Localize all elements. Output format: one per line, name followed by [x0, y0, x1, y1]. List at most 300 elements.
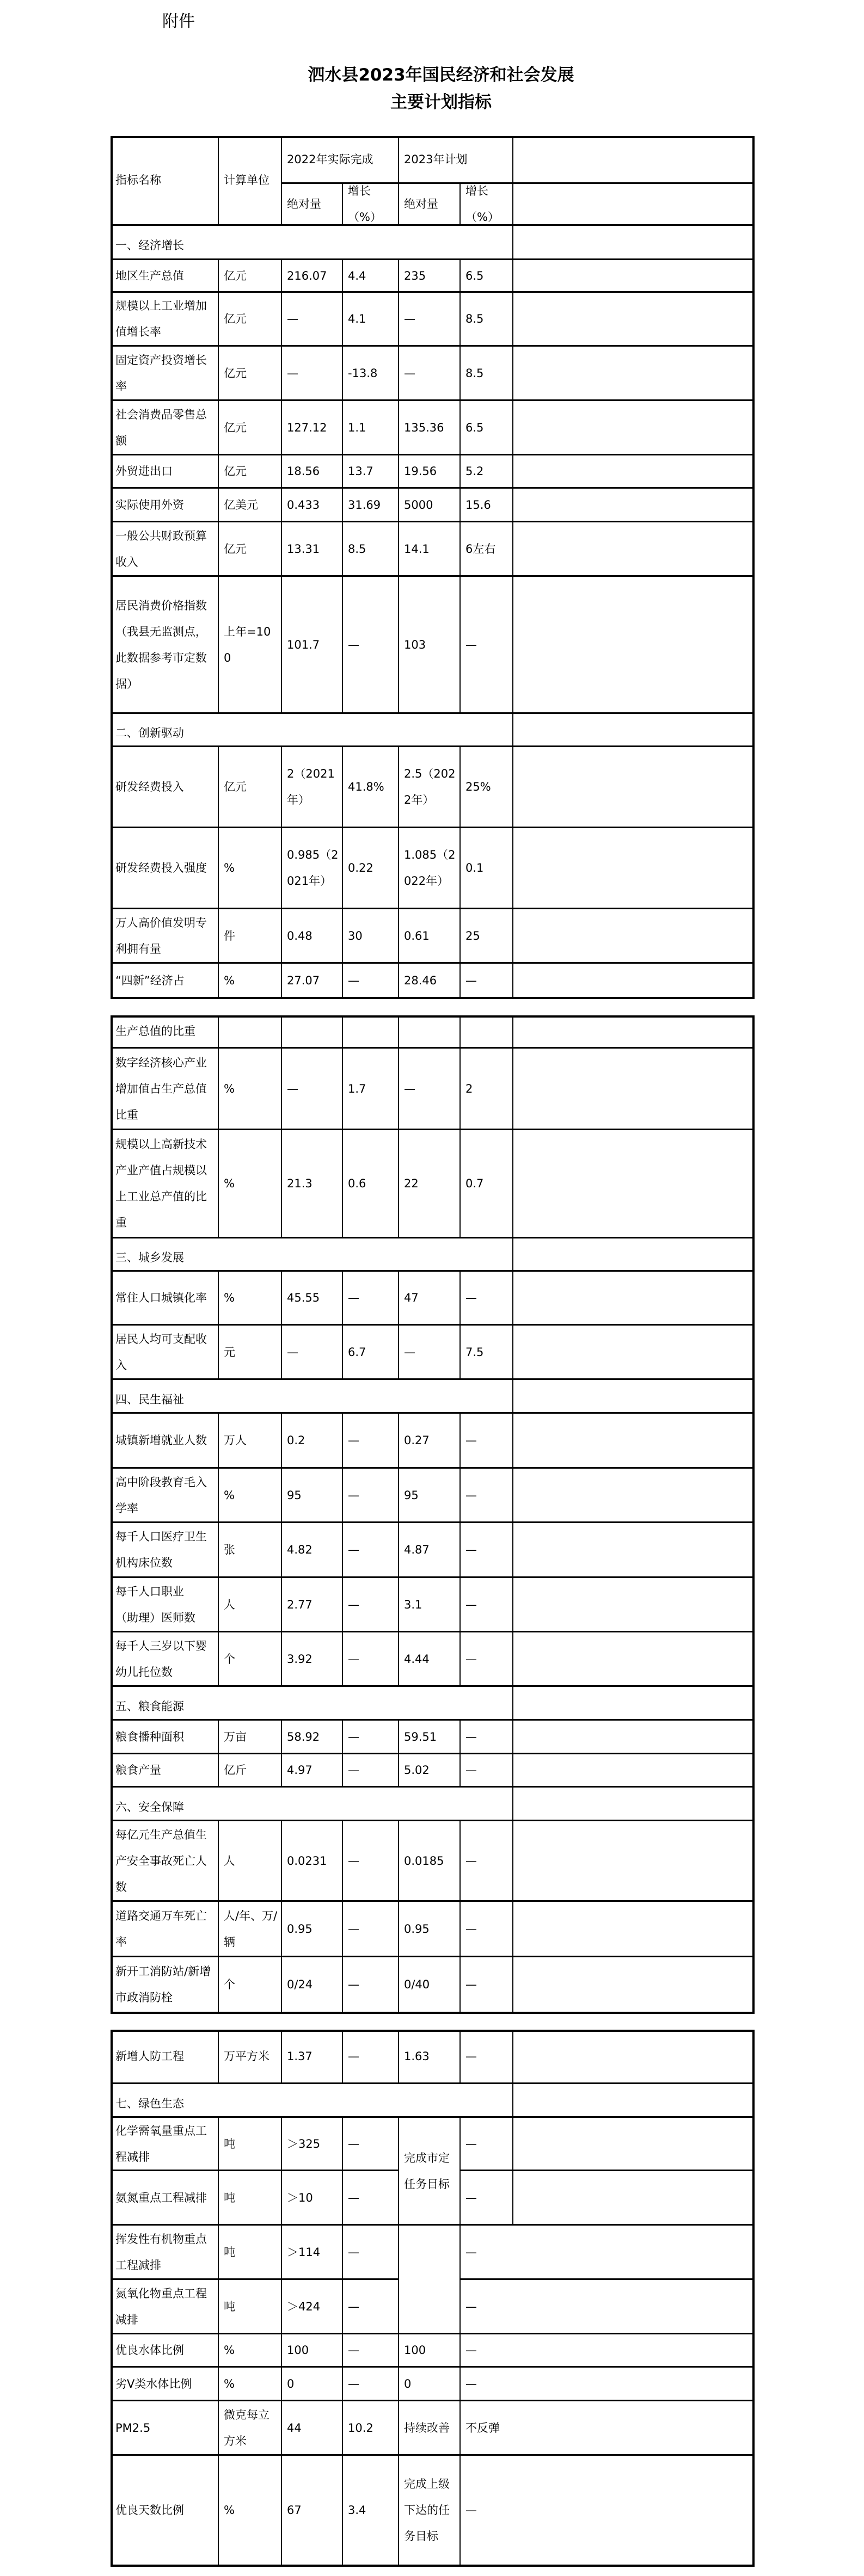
actual-2022-growth-text: —: [348, 638, 359, 651]
plan-2023-growth: [461, 293, 513, 347]
actual-2022-growth: [343, 260, 399, 293]
actual-2022-growth-text: 1.1: [348, 421, 366, 434]
actual-2022-growth: [343, 1272, 399, 1326]
actual-2022-growth: [343, 1578, 399, 1632]
actual-2022-absolute-text: 100: [287, 2344, 309, 2357]
plan-2023-growth: [461, 1754, 513, 1788]
actual-2022-absolute-text: 95: [287, 1488, 302, 1502]
actual-2022-absolute: [282, 1272, 343, 1326]
indicator-name-text: 一般公共财政预算收入: [115, 529, 207, 569]
actual-2022-growth-text: 3.4: [348, 2504, 366, 2517]
plan-2023-absolute-text: 5000: [404, 498, 433, 511]
unit-text: 人/年、万/辆: [224, 1909, 278, 1949]
header-plan-2023-text: 2023年计划: [404, 152, 468, 166]
unit: [219, 1469, 282, 1523]
plan-2023-growth-text: 7.5: [465, 1345, 484, 1359]
actual-2022-growth: [343, 577, 399, 714]
plan-2023-growth: [461, 1469, 513, 1523]
unit-text: 个: [224, 1652, 235, 1666]
actual-2022-growth: [343, 1130, 399, 1238]
plan-2023-growth-text: —: [465, 2504, 477, 2517]
indicator-name-text: 固定资产投资增长率: [115, 353, 207, 393]
document-subtitle: 主要计划指标: [390, 93, 492, 112]
plan-2023-growth-text: —: [465, 1488, 477, 1502]
unit-text: %: [224, 973, 235, 987]
indicator-name-text: 优良天数比例: [115, 2504, 184, 2517]
plan-2023-absolute-text: 103: [404, 638, 426, 651]
actual-2022-absolute-text: —: [287, 1082, 298, 1095]
indicator-name-text: 氮氧化物重点工程减排: [115, 2287, 207, 2326]
header-growth-2023: [461, 184, 513, 226]
blank-column: [513, 1578, 755, 1632]
actual-2022-growth: [343, 2226, 399, 2280]
unit: [219, 1821, 282, 1902]
plan-2023-absolute-text: 5.02: [404, 1764, 430, 1777]
actual-2022-absolute: [282, 293, 343, 347]
plan-2023-growth-text: 25: [465, 929, 480, 942]
actual-2022-absolute-text: 127.12: [287, 421, 327, 434]
blank-column: [513, 489, 755, 522]
plan-2023-growth-text: —: [465, 1291, 477, 1304]
indicator-name-text: 居民人均可支配收入: [115, 1332, 207, 1372]
blank-column: [513, 1380, 755, 1414]
actual-2022-absolute: [282, 1523, 343, 1578]
indicator-name: [111, 455, 219, 489]
indicator-name-text: 规模以上工业增加值增长率: [115, 299, 207, 338]
actual-2022-growth-text: —: [348, 1764, 359, 1777]
indicator-name-text: 常住人口城镇化率: [115, 1291, 207, 1304]
unit: [219, 964, 282, 997]
unit: [219, 2456, 282, 2565]
blank-column: [513, 1015, 755, 1049]
unit-text: 亿元: [224, 421, 247, 434]
indicator-name: [111, 347, 219, 401]
unit: [219, 909, 282, 964]
actual-2022-absolute: [282, 347, 343, 401]
blank-column: [513, 1414, 755, 1469]
blank-column: [513, 1523, 755, 1578]
unit: [219, 2334, 282, 2368]
blank-column: [513, 184, 755, 226]
unit-text: %: [224, 2504, 235, 2517]
plan-2023-growth-text: 8.5: [465, 366, 484, 380]
blank-column: [513, 2084, 755, 2118]
indicator-name-text: 万人高价值发明专利拥有量: [115, 916, 207, 956]
unit-text: 张: [224, 1543, 235, 1556]
plan-2023-absolute: [399, 2368, 461, 2401]
blank-column: [513, 2171, 755, 2226]
section-heading: [111, 714, 513, 747]
plan-2023-growth: [461, 1821, 513, 1902]
actual-2022-absolute: [282, 2368, 343, 2401]
indicator-name-text: 氨氮重点工程减排: [115, 2191, 207, 2204]
indicator-name: [111, 747, 219, 828]
unit: [219, 1632, 282, 1687]
actual-2022-absolute-text: 0.48: [287, 929, 312, 942]
plan-2023-absolute: [399, 2030, 461, 2084]
actual-2022-growth-text: -13.8: [348, 366, 378, 380]
plan-2023-absolute-text: —: [404, 1345, 415, 1359]
actual-2022-absolute-text: —: [287, 366, 298, 380]
indicator-name: [111, 2368, 219, 2401]
unit: [219, 1130, 282, 1238]
actual-2022-absolute-text: 1.37: [287, 2049, 312, 2063]
indicator-name: [111, 1578, 219, 1632]
actual-2022-growth-text: —: [348, 1434, 359, 1447]
plan-2023-growth-text: 0.7: [465, 1177, 484, 1190]
unit-text: 亿元: [224, 780, 247, 793]
unit: [219, 2401, 282, 2456]
actual-2022-growth-text: 8.5: [348, 542, 366, 556]
actual-2022-growth: [343, 1902, 399, 1957]
actual-2022-absolute-text: 0: [287, 2377, 295, 2390]
plan-2023-absolute: [399, 1902, 461, 1957]
unit-text: 亿元: [224, 465, 247, 478]
unit-text: %: [224, 1082, 235, 1095]
actual-2022-growth-text: —: [348, 1854, 359, 1868]
unit-text: 上年=100: [224, 625, 271, 664]
plan-2023-growth: [461, 401, 513, 455]
unit: [219, 1523, 282, 1578]
unit-text: 人: [224, 1598, 235, 1611]
unit: [219, 455, 282, 489]
actual-2022-growth: [343, 489, 399, 522]
unit-text: 亿元: [224, 366, 247, 380]
actual-2022-growth: [343, 293, 399, 347]
actual-2022-absolute-text: 4.97: [287, 1764, 312, 1777]
plan-2023-growth: [461, 828, 513, 909]
unit-text: %: [224, 861, 235, 874]
unit: [219, 2368, 282, 2401]
unit-text: %: [224, 1291, 235, 1304]
plan-2023-absolute: [399, 828, 461, 909]
actual-2022-growth-text: —: [348, 2344, 359, 2357]
actual-2022-absolute: [282, 747, 343, 828]
plan-2023-absolute: [399, 2456, 461, 2565]
indicator-name-text: 城镇新增就业人数: [115, 1434, 207, 1447]
indicator-name: [111, 401, 219, 455]
indicator-name: [111, 2280, 219, 2334]
plan-2023-absolute: [399, 2334, 461, 2368]
actual-2022-growth: [343, 1632, 399, 1687]
plan-2023-growth-text: —: [465, 1922, 477, 1936]
actual-2022-absolute-text: 0/24: [287, 1978, 313, 1991]
plan-2023-growth: [461, 522, 513, 577]
plan-2023-absolute-text: 19.56: [404, 465, 437, 478]
indicator-name-text: 每千人口职业 （助理）医师数: [115, 1585, 195, 1624]
actual-2022-growth: [343, 1326, 399, 1380]
indicator-table-part-2: [111, 1015, 755, 2014]
actual-2022-growth: [343, 964, 399, 997]
actual-2022-growth: [343, 1049, 399, 1130]
plan-2023-absolute: [399, 1821, 461, 1902]
plan-2023-absolute: [399, 1326, 461, 1380]
indicator-name-text: 规模以上高新技术产业产值占规模以上工业总产值的比重: [115, 1138, 207, 1229]
actual-2022-growth-text: —: [348, 1730, 359, 1743]
actual-2022-growth: [343, 828, 399, 909]
plan-2023-growth-text: 不反弹: [465, 2421, 500, 2435]
plan-2023-absolute: [399, 577, 461, 714]
plan-2023-absolute: [399, 964, 461, 997]
actual-2022-growth-text: —: [348, 2191, 359, 2204]
plan-2023-growth: [461, 489, 513, 522]
plan-2023-growth: [461, 1632, 513, 1687]
unit: [219, 1049, 282, 1130]
actual-2022-growth: [343, 1957, 399, 2012]
section-heading-text: 一、经济增长: [115, 239, 184, 252]
actual-2022-absolute-text: ＞325: [287, 2137, 321, 2150]
indicator-name: [111, 2401, 219, 2456]
plan-2023-absolute: [399, 1632, 461, 1687]
plan-2023-absolute: [399, 2401, 461, 2456]
plan-2023-growth: [461, 909, 513, 964]
unit: [219, 522, 282, 577]
plan-2023-growth: [461, 1957, 513, 2012]
actual-2022-absolute: [282, 401, 343, 455]
header-actual-2022-text: 2022年实际完成: [287, 152, 373, 166]
plan-2023-absolute: [399, 1015, 461, 1049]
plan-2023-growth-text: 25%: [465, 780, 491, 793]
unit: [219, 347, 282, 401]
actual-2022-growth: [343, 2280, 399, 2334]
indicator-name: [111, 1523, 219, 1578]
unit: [219, 1414, 282, 1469]
plan-2023-growth: [461, 2456, 755, 2565]
plan-2023-absolute: [399, 1469, 461, 1523]
indicator-name: [111, 1957, 219, 2012]
plan-2023-absolute: [399, 293, 461, 347]
unit-text: 吨: [224, 2245, 235, 2259]
indicator-name-text: PM2.5: [115, 2421, 151, 2435]
actual-2022-absolute: [282, 1632, 343, 1687]
actual-2022-growth-text: —: [348, 1291, 359, 1304]
unit: [219, 1957, 282, 2012]
plan-2023-growth: [461, 1015, 513, 1049]
actual-2022-growth: [343, 2401, 399, 2456]
unit: [219, 2226, 282, 2280]
actual-2022-growth: [343, 2456, 399, 2565]
header-absolute-2023-text: 绝对量: [404, 198, 438, 211]
header-absolute-2022: [282, 184, 343, 226]
plan-2023-absolute: [399, 522, 461, 577]
plan-2023-absolute-text: 22: [404, 1177, 419, 1190]
actual-2022-absolute-text: 67: [287, 2504, 302, 2517]
actual-2022-absolute-text: 0.433: [287, 498, 320, 511]
actual-2022-growth: [343, 747, 399, 828]
unit-text: %: [224, 2377, 235, 2390]
unit-text: 吨: [224, 2300, 235, 2313]
indicator-name-text: 每千人三岁以下婴幼儿托位数: [115, 1639, 207, 1679]
indicator-table-part-3: [111, 2030, 755, 2567]
plan-2023-absolute-text: 2.5（2022年）: [404, 767, 456, 806]
plan-2023-absolute-text: 3.1: [404, 1598, 422, 1611]
plan-2023-absolute: [399, 1523, 461, 1578]
section-heading-text: 三、城乡发展: [115, 1251, 184, 1264]
indicator-name: [111, 2226, 219, 2280]
actual-2022-absolute-text: 18.56: [287, 465, 320, 478]
unit: [219, 828, 282, 909]
plan-2023-growth: [461, 1902, 513, 1957]
actual-2022-growth-text: 4.4: [348, 269, 366, 282]
actual-2022-absolute: [282, 2030, 343, 2084]
blank-column: [513, 1754, 755, 1788]
unit-text: 件: [224, 929, 235, 942]
blank-column: [513, 1902, 755, 1957]
actual-2022-growth-text: —: [348, 1652, 359, 1666]
header-indicator-text: 指标名称: [115, 174, 161, 187]
blank-column: [513, 1469, 755, 1523]
indicator-name-text: 高中阶段教育毛入学率: [115, 1475, 207, 1515]
section-heading-text: 四、民生福祉: [115, 1392, 184, 1406]
header-indicator: [111, 136, 219, 226]
actual-2022-growth: [343, 2171, 399, 2226]
unit: [219, 1326, 282, 1380]
plan-2023-growth: [461, 747, 513, 828]
actual-2022-growth-text: —: [348, 973, 359, 987]
plan-2023-absolute-text: 95: [404, 1488, 419, 1502]
actual-2022-absolute: [282, 2401, 343, 2456]
unit-text: 吨: [224, 2137, 235, 2150]
plan-2023-absolute-text: —: [404, 366, 415, 380]
unit-text: 亿元: [224, 312, 247, 325]
actual-2022-growth: [343, 2030, 399, 2084]
header-actual-2022: [282, 136, 399, 184]
plan-2023-absolute-text: 14.1: [404, 542, 430, 556]
actual-2022-absolute: [282, 2334, 343, 2368]
actual-2022-growth-text: 10.2: [348, 2421, 373, 2435]
plan-2023-absolute: [399, 347, 461, 401]
blank-column: [513, 1957, 755, 2012]
actual-2022-growth-text: —: [348, 2377, 359, 2390]
unit-text: 元: [224, 1345, 235, 1359]
unit-text: %: [224, 1488, 235, 1502]
indicator-name-text: 每千人口医疗卫生机构床位数: [115, 1530, 207, 1569]
plan-2023-absolute: [399, 1414, 461, 1469]
indicator-name: [111, 1015, 219, 1049]
indicator-name-text: 生产总值的比重: [115, 1025, 195, 1038]
actual-2022-absolute: [282, 1469, 343, 1523]
plan-2023-growth: [461, 2030, 513, 2084]
actual-2022-absolute: [282, 1721, 343, 1754]
indicator-name-text: 外贸进出口: [115, 465, 173, 478]
plan-2023-absolute-text: 完成市定任务目标: [404, 2151, 450, 2191]
header-unit-text: 计算单位: [224, 174, 269, 187]
actual-2022-absolute: [282, 577, 343, 714]
plan-2023-absolute-text: 1.63: [404, 2049, 430, 2063]
plan-2023-growth-text: —: [465, 1730, 477, 1743]
plan-2023-growth-text: —: [465, 1543, 477, 1556]
plan-2023-growth-text: 2: [465, 1082, 473, 1095]
unit: [219, 1721, 282, 1754]
plan-2023-absolute-text: 完成上级下达的任务目标: [404, 2478, 450, 2543]
plan-2023-absolute-text: 0: [404, 2377, 412, 2390]
unit-text: 亿元: [224, 542, 247, 556]
plan-2023-absolute-text: 4.87: [404, 1543, 430, 1556]
annex-label: 附件: [162, 12, 195, 31]
actual-2022-growth: [343, 1414, 399, 1469]
header-unit: [219, 136, 282, 226]
actual-2022-absolute: [282, 455, 343, 489]
plan-2023-growth-text: —: [465, 1978, 477, 1991]
header-plan-2023: [399, 136, 513, 184]
plan-2023-absolute: [399, 1721, 461, 1754]
indicator-name: [111, 964, 219, 997]
plan-2023-growth: [461, 1414, 513, 1469]
header-growth-2022-text: 增长（%）: [348, 184, 382, 224]
plan-2023-growth: [461, 2118, 513, 2171]
header-absolute-2023: [399, 184, 461, 226]
plan-2023-growth-text: —: [465, 1652, 477, 1666]
unit: [219, 2118, 282, 2171]
indicator-name: [111, 260, 219, 293]
plan-2023-absolute-text: 持续改善: [404, 2421, 450, 2435]
actual-2022-absolute: [282, 964, 343, 997]
actual-2022-absolute-text: 0.2: [287, 1434, 305, 1447]
unit-text: 人: [224, 1854, 235, 1868]
plan-2023-absolute-text: 135.36: [404, 421, 444, 434]
actual-2022-growth-text: —: [348, 2300, 359, 2313]
blank-column: [513, 2030, 755, 2084]
actual-2022-absolute: [282, 1578, 343, 1632]
indicator-name-text: 道路交通万车死亡率: [115, 1909, 207, 1949]
plan-2023-absolute: [399, 401, 461, 455]
section-heading-text: 六、安全保障: [115, 1800, 184, 1814]
plan-2023-growth: [461, 260, 513, 293]
plan-2023-absolute-text: 0.27: [404, 1434, 430, 1447]
blank-column: [513, 1721, 755, 1754]
unit: [219, 260, 282, 293]
blank-column: [513, 828, 755, 909]
plan-2023-growth-text: —: [465, 1434, 477, 1447]
actual-2022-absolute-text: 0.95: [287, 1922, 312, 1936]
blank-column: [513, 747, 755, 828]
indicator-name-text: 优良水体比例: [115, 2344, 184, 2357]
plan-2023-growth: [461, 1130, 513, 1238]
actual-2022-absolute: [282, 2118, 343, 2171]
unit-text: 万亩: [224, 1730, 247, 1743]
plan-2023-growth-text: —: [465, 2191, 477, 2204]
actual-2022-growth: [343, 401, 399, 455]
actual-2022-growth: [343, 2368, 399, 2401]
indicator-name: [111, 1821, 219, 1902]
unit-text: %: [224, 1177, 235, 1190]
unit-text: %: [224, 2344, 235, 2357]
actual-2022-absolute: [282, 1754, 343, 1788]
indicator-name: [111, 1902, 219, 1957]
indicator-name: [111, 522, 219, 577]
unit: [219, 2280, 282, 2334]
actual-2022-absolute: [282, 1015, 343, 1049]
unit: [219, 1015, 282, 1049]
plan-2023-growth: [461, 1272, 513, 1326]
blank-column: [513, 1130, 755, 1238]
plan-2023-growth: [461, 455, 513, 489]
actual-2022-growth-text: 1.7: [348, 1082, 366, 1095]
indicator-name-text: 数字经济核心产业增加值占生产总值比重: [115, 1056, 207, 1121]
actual-2022-growth-text: 6.7: [348, 1345, 366, 1359]
section-heading-text: 五、粮食能源: [115, 1699, 184, 1713]
actual-2022-absolute-text: ＞114: [287, 2245, 321, 2259]
plan-2023-absolute-text: 0.61: [404, 929, 430, 942]
actual-2022-growth: [343, 2334, 399, 2368]
plan-2023-growth: [461, 577, 513, 714]
plan-2023-absolute-text: —: [404, 1082, 415, 1095]
indicator-name-text: 研发经费投入强度: [115, 861, 207, 874]
actual-2022-absolute-text: —: [287, 1345, 298, 1359]
unit-text: 万人: [224, 1434, 247, 1447]
actual-2022-absolute: [282, 522, 343, 577]
blank-column: [513, 1788, 755, 1821]
